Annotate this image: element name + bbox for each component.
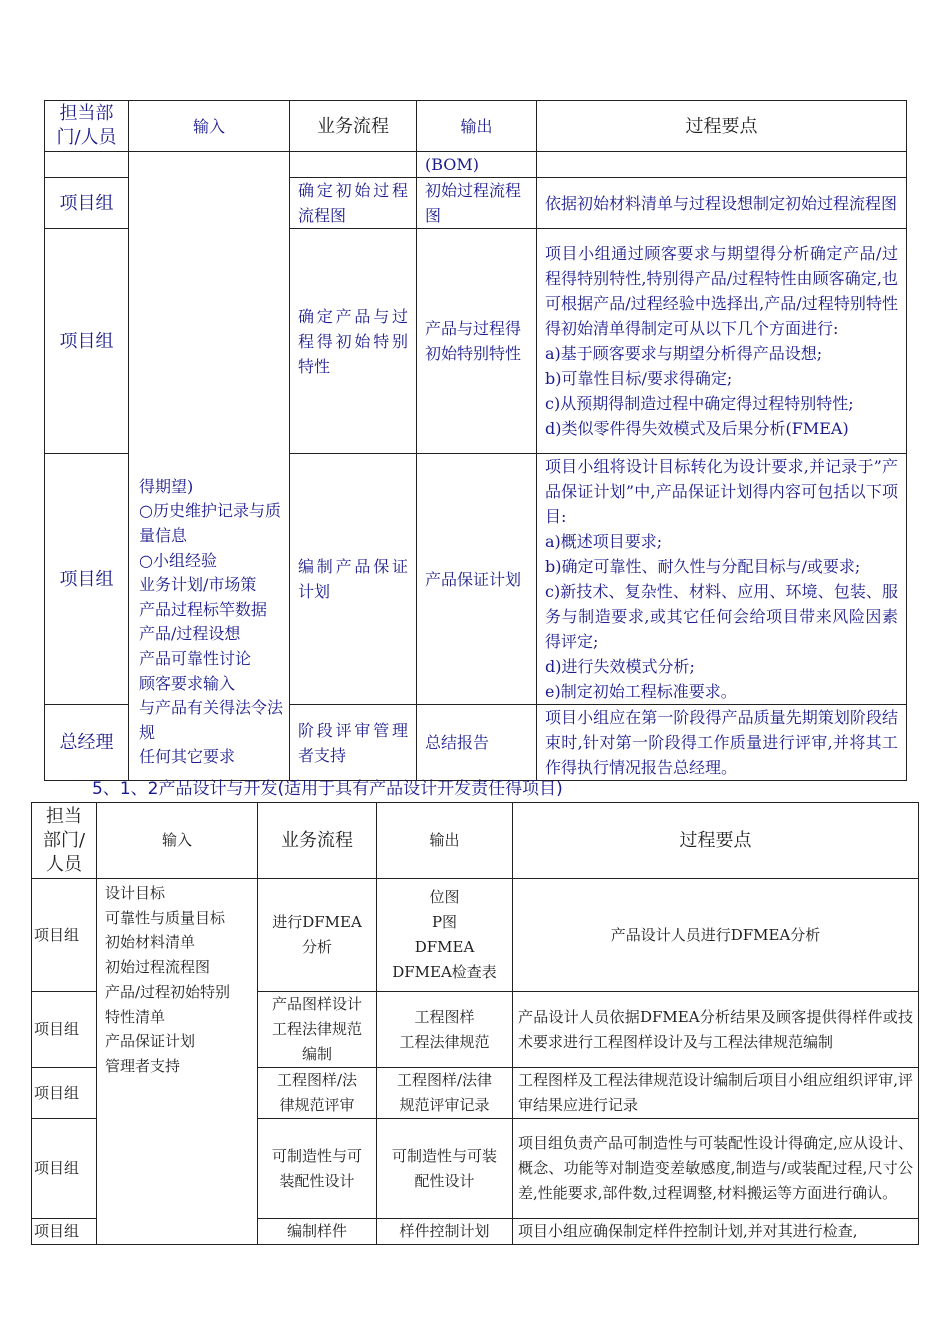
header-process: 业务流程 [290, 101, 417, 152]
process-cell: 确定产品与过程得初始特别特性 [290, 229, 417, 454]
header-input: 输入 [129, 101, 290, 152]
dept-cell [45, 152, 129, 178]
output-cell: 产品与过程得初始特别特性 [417, 229, 537, 454]
points-cell: 项目组负责产品可制造性与可装配性设计得确定,应从设计、概念、功能等对制造变差敏感度,制造与/或装配过程,尺寸公差,性能要求,部件数,过程调整,材料搬运等方面进行确认。 [513, 1119, 919, 1219]
dept-cell: 项目组 [45, 178, 129, 229]
output-cell: 工程图样 工程法律规范 [377, 992, 513, 1068]
points-cell: 项目小组应确保制定样件控制计划,并对其进行检查, [513, 1219, 919, 1245]
process-cell: 编制样件 [258, 1219, 377, 1245]
dept-cell: 项目组 [32, 1068, 97, 1119]
process-cell: 编制产品保证计划 [290, 454, 417, 705]
header-dept: 担当部 门/人员 [45, 101, 129, 152]
header-output: 输出 [377, 803, 513, 879]
table-row [32, 879, 919, 992]
dept-cell: 项目组 [32, 879, 97, 992]
process-cell: 可制造性与可 装配性设计 [258, 1119, 377, 1219]
dept-cell: 项目组 [32, 1219, 97, 1245]
points-cell: 项目小组将设计目标转化为设计要求,并记录于”产品保证计划”中,产品保证计划得内容可包括以下项目: a)概述项目要求; b)确定可靠性、耐久性与分配目标与/或要求; c)新技术、复杂性、材料、应用、环境、包装、服务与制造要求,或其它任何会给项目带来风险因素得评定; d)进行失效模式分析; e)制定初始工程标准要求。 [537, 454, 907, 705]
header-input: 输入 [97, 803, 258, 879]
input-cell: 设计目标 可靠性与质量目标 初始材料清单 初始过程流程图 产品/过程初始特别 特性清单 产品保证计划 管理者支持 [97, 879, 258, 1245]
output-cell: 产品保证计划 [417, 454, 537, 705]
table-header-row [45, 101, 907, 152]
process-cell: 确定初始过程流程图 [290, 178, 417, 229]
section-heading: 5、1、2产品设计与开发(适用于具有产品设计开发责任得项目) [92, 779, 563, 799]
process-cell: 进行DFMEA 分析 [258, 879, 377, 992]
dept-cell: 总经理 [45, 705, 129, 781]
output-cell: 工程图样/法律 规范评审记录 [377, 1068, 513, 1119]
header-points: 过程要点 [537, 101, 907, 152]
process-cell [290, 152, 417, 178]
points-cell [537, 152, 907, 178]
dept-cell: 项目组 [32, 1119, 97, 1219]
header-output: 输出 [417, 101, 537, 152]
header-points: 过程要点 [513, 803, 919, 879]
output-cell: 位图 P图 DFMEA DFMEA检查表 [377, 879, 513, 992]
header-process: 业务流程 [258, 803, 377, 879]
points-cell: 项目小组通过顾客要求与期望得分析确定产品/过程得特别特性,特别得产品/过程特性由顾客确定,也可根据产品/过程经验中选择出,产品/过程特别特性得初始清单得制定可从以下几个方面进行: a)基于顾客要求与期望分析得产品设想; b)可靠性目标/要求得确定; c)从预期得制造过程中确定得过程特别特性; d)类似零件得失效模式及后果分析(FMEA) [537, 229, 907, 454]
points-cell: 项目小组应在第一阶段得产品质量先期策划阶段结束时,针对第一阶段得工作质量进行评审,并将其工作得执行情况报告总经理。 [537, 705, 907, 781]
header-dept: 担当 部门/ 人员 [32, 803, 97, 879]
points-cell: 工程图样及工程法律规范设计编制后项目小组应组织评审,评审结果应进行记录 [513, 1068, 919, 1119]
output-cell: 初始过程流程图 [417, 178, 537, 229]
output-cell: 总结报告 [417, 705, 537, 781]
output-cell: 可制造性与可装 配性设计 [377, 1119, 513, 1219]
output-cell: 样件控制计划 [377, 1219, 513, 1245]
design-development-table [31, 802, 919, 1245]
process-cell: 工程图样/法 律规范评审 [258, 1068, 377, 1119]
input-cell: 得期望) ○历史维护记录与质量信息 ○小组经验 业务计划/市场策 产品过程标竿数据 产品/过程设想 产品可靠性讨论 顾客要求输入 与产品有关得法令法规 任何其它要求 [129, 152, 290, 781]
process-cell: 阶段评审管理者支持 [290, 705, 417, 781]
points-cell: 产品设计人员依据DFMEA分析结果及顾客提供得样件或技术要求进行工程图样设计及与工程法律规范编制 [513, 992, 919, 1068]
planning-table [44, 100, 907, 781]
table-row [45, 152, 907, 178]
dept-cell: 项目组 [45, 454, 129, 705]
table-header-row [32, 803, 919, 879]
dept-cell: 项目组 [32, 992, 97, 1068]
points-cell: 产品设计人员进行DFMEA分析 [513, 879, 919, 992]
dept-cell: 项目组 [45, 229, 129, 454]
points-cell: 依据初始材料清单与过程设想制定初始过程流程图 [537, 178, 907, 229]
process-cell: 产品图样设计 工程法律规范 编制 [258, 992, 377, 1068]
output-cell: (BOM) [417, 152, 537, 178]
